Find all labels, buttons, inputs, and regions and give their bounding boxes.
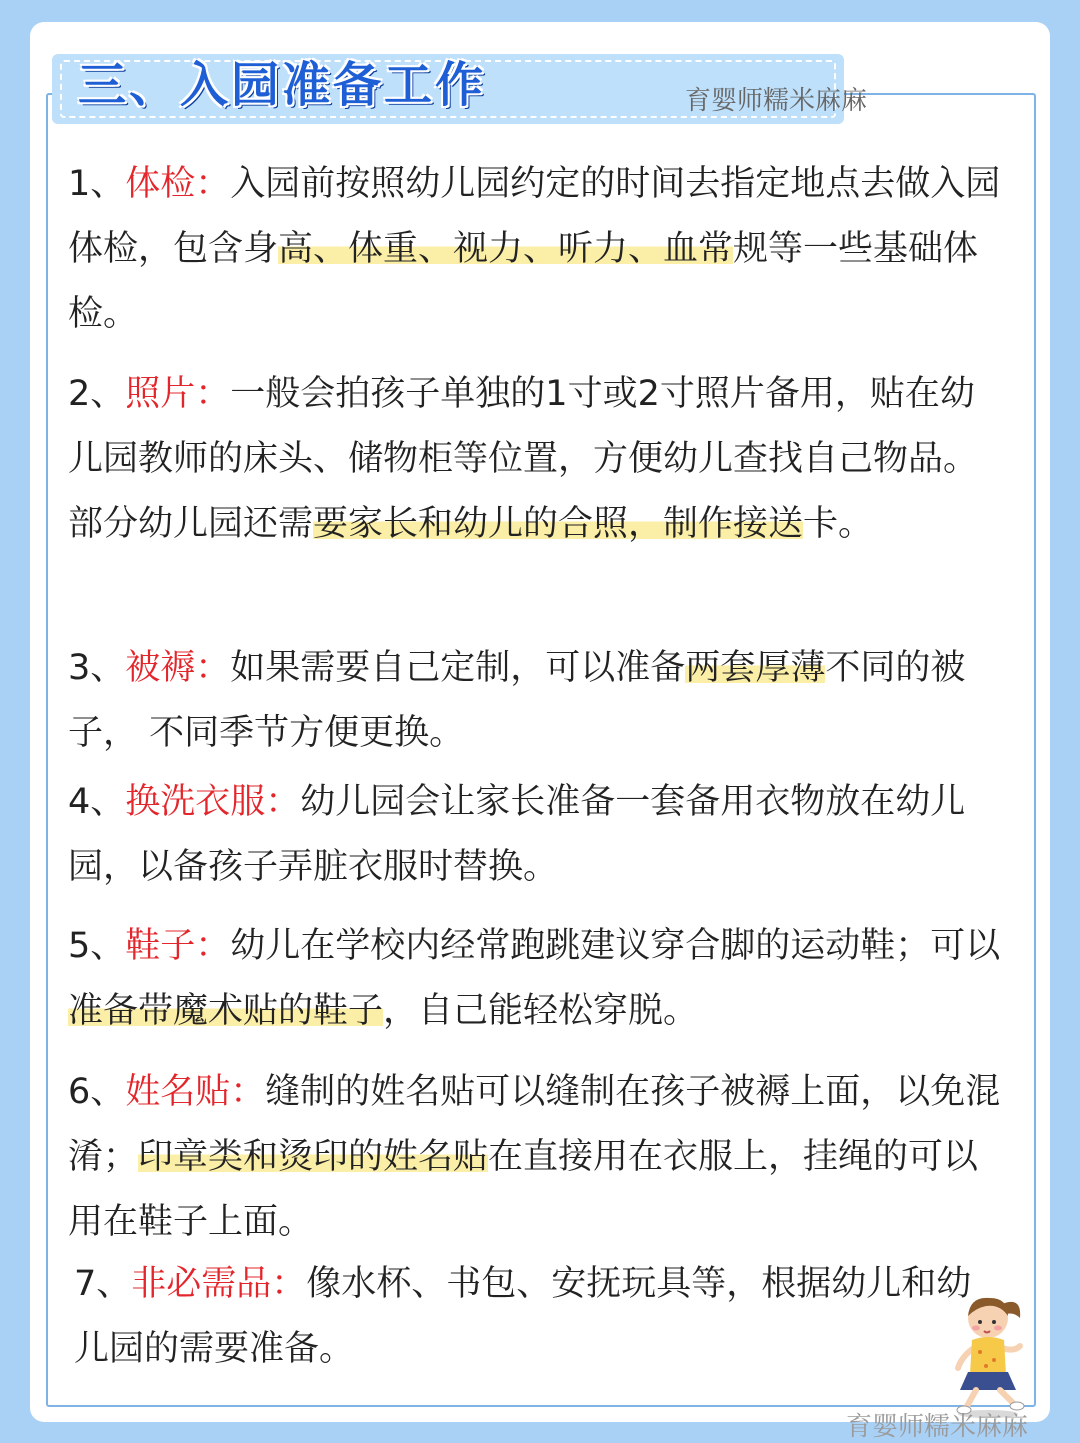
- item-number: 4、: [68, 782, 126, 822]
- item-text: 一般会拍孩子单独的1寸或2寸照片备用，贴在幼儿园教师的床头、储物柜等位置，方便幼儿查找自己物品。: [68, 374, 979, 479]
- item-3-paragraph: [68, 636, 1008, 766]
- item-5-paragraph: [68, 914, 1008, 1044]
- item-label: 照片：: [125, 374, 231, 414]
- item-highlight: 准备带魔术贴的鞋子: [68, 991, 384, 1031]
- item-highlight: 要家长和幼儿的合照，制作接送: [313, 504, 804, 544]
- item-number: 1、: [68, 164, 126, 204]
- item-text: 像水杯、书包、安抚玩具等，根据幼儿和幼儿园的需要准备。: [74, 1264, 972, 1369]
- item-text: 部分幼儿园还需: [68, 504, 314, 544]
- item-label: 鞋子：: [125, 926, 231, 966]
- watermark-top: 育婴师糯米麻麻: [685, 86, 868, 116]
- item-1-paragraph: [68, 152, 1008, 347]
- item-text: ，自己能轻松穿脱。: [383, 991, 699, 1031]
- item-label: 体检：: [125, 164, 231, 204]
- item-text: 卡。: [803, 504, 874, 544]
- item-number: 6、: [68, 1072, 126, 1112]
- item-label: 换洗衣服：: [125, 782, 301, 822]
- item-label: 非必需品：: [131, 1264, 307, 1304]
- item-highlight: 高、体重、视力、听力、血常: [278, 229, 734, 269]
- item-text: 幼儿园会让家长准备一套备用衣物放在幼儿园，以备孩子弄脏衣服时替换。: [68, 782, 966, 887]
- item-number: 2、: [68, 374, 126, 414]
- item-number: 3、: [68, 648, 126, 688]
- item-text: 在直接用在衣服上，挂绳的可以用在鞋子上面。: [68, 1137, 979, 1242]
- item-4-paragraph: [68, 770, 1008, 900]
- item-highlight: 两套厚薄: [685, 648, 826, 688]
- watermark-bottom: 育婴师糯米麻麻: [846, 1412, 1029, 1442]
- item-text: 不同的被子， 不同季节方便更换。: [68, 648, 966, 753]
- item-number: 5、: [68, 926, 126, 966]
- item-text: 规等一些基础体检。: [68, 229, 979, 334]
- item-label: 姓名贴：: [125, 1072, 266, 1112]
- item-text: 缝制的姓名贴可以缝制在孩子被褥上面，以免混淆；: [68, 1072, 1001, 1177]
- item-text: 幼儿在学校内经常跑跳建议穿合脚的运动鞋；可以: [230, 926, 1001, 966]
- item-2-paragraph: [68, 362, 1008, 557]
- item-highlight: 印章类和烫印的姓名贴: [138, 1137, 489, 1177]
- item-text: 入园前按照幼儿园约定的时间去指定地点去做入园体检，包含身: [68, 164, 1001, 269]
- page-title: 三、入园准备工作: [78, 57, 487, 113]
- item-6-paragraph: [68, 1060, 1008, 1255]
- item-text: 如果需要自己定制，可以准备: [230, 648, 686, 688]
- item-label: 被褥：: [125, 648, 231, 688]
- item-7-paragraph: [74, 1252, 984, 1382]
- running-girl-illustration: [940, 1290, 1040, 1420]
- item-number: 7、: [74, 1264, 132, 1304]
